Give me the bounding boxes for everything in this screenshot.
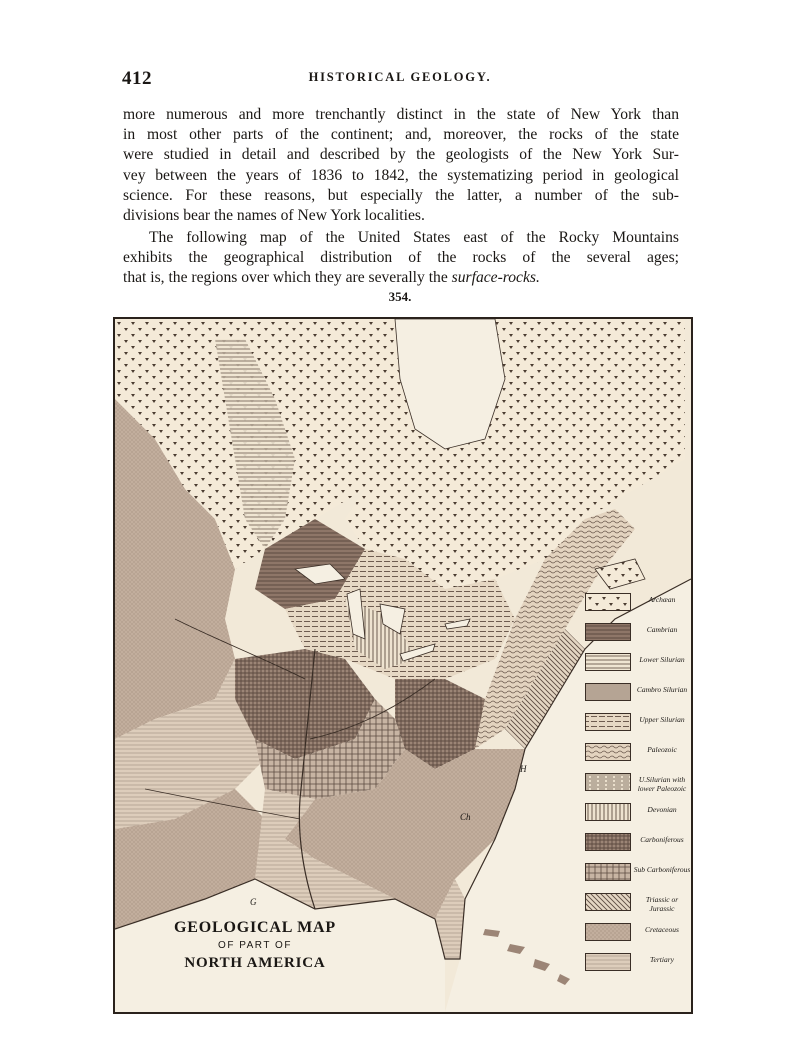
legend-item [585,683,689,713]
text-line: divisions bear the names of New York localities. [123,207,425,225]
legend-label: Devonian [647,805,677,814]
legend-swatch [585,893,631,911]
legend-item [585,653,689,683]
figure-number: 354. [388,289,412,304]
legend-label: Cambrian [646,625,678,634]
text-line: were studied in detail and described by the geologists of the New York Sur- [123,146,679,164]
map-subtitle: OF PART OF [218,940,292,951]
legend-label: Triassic or Jurassic [645,895,679,913]
map-region: NORTH AMERICA [184,955,326,971]
geological-map [113,317,693,1014]
legend-label: Upper Silurian [639,715,685,724]
legend-item [585,593,689,623]
legend-label: Cambro Silurian [636,685,688,694]
legend-swatch [585,923,631,941]
legend-label: Archæan [648,595,676,604]
legend-swatch [585,743,631,761]
page-number: 412 [122,68,152,89]
text-line: exhibits the geographical distribution of the rocks of the several ages; [123,249,679,267]
legend-label: U.Silurian with lower Paleozoic [637,775,687,793]
legend-item [585,773,689,803]
running-title: HISTORICAL GEOLOGY. [308,70,492,84]
legend-item [585,803,689,833]
legend-swatch [585,773,631,791]
legend-item [585,713,689,743]
paragraph-1 [123,105,679,226]
text-line: in most other parts of the continent; and, moreover, the rocks of the state [123,126,679,144]
text-line: vey between the years of 1836 to 1842, the systematizing period in geological [123,166,679,184]
legend-label: Cretaceous [645,925,679,934]
legend-swatch [585,863,631,881]
map-legend [585,593,689,983]
map-label-h: H [520,764,527,774]
legend-label: Sub Carboniferous [633,865,691,874]
legend-label: Paleozoic [647,745,677,754]
legend-swatch [585,653,631,671]
legend-item [585,893,689,923]
legend-item [585,863,689,893]
legend-swatch [585,803,631,821]
legend-label: Tertiary [650,955,674,964]
legend-item [585,953,689,983]
legend-swatch [585,623,631,641]
legend-swatch [585,683,631,701]
map-title-block [115,919,395,972]
map-title: GEOLOGICAL MAP [174,919,336,936]
legend-item [585,923,689,953]
map-label-g: G [250,897,257,907]
text-line: more numerous and more trenchantly distinct in the state of New York than [123,106,679,123]
map-label-ch: Ch [460,812,471,822]
text-line-prefix: that is, the regions over which they are severally the [123,269,452,287]
legend-item [585,833,689,863]
emphasis-surface-rocks: surface-rocks. [451,269,540,287]
legend-swatch [585,953,631,971]
legend-item [585,623,689,653]
legend-swatch [585,593,631,611]
text-line: The following map of the United States east of the Rocky Mountains [149,229,679,246]
legend-label: Carboniferous [640,835,684,844]
paragraph-2 [123,228,679,289]
text-line [123,268,679,288]
legend-swatch [585,713,631,731]
legend-item [585,743,689,773]
text-line: science. For these reasons, but especially the latter, a number of the sub- [123,186,679,204]
legend-swatch [585,833,631,851]
legend-label: Lower Silurian [639,655,685,664]
